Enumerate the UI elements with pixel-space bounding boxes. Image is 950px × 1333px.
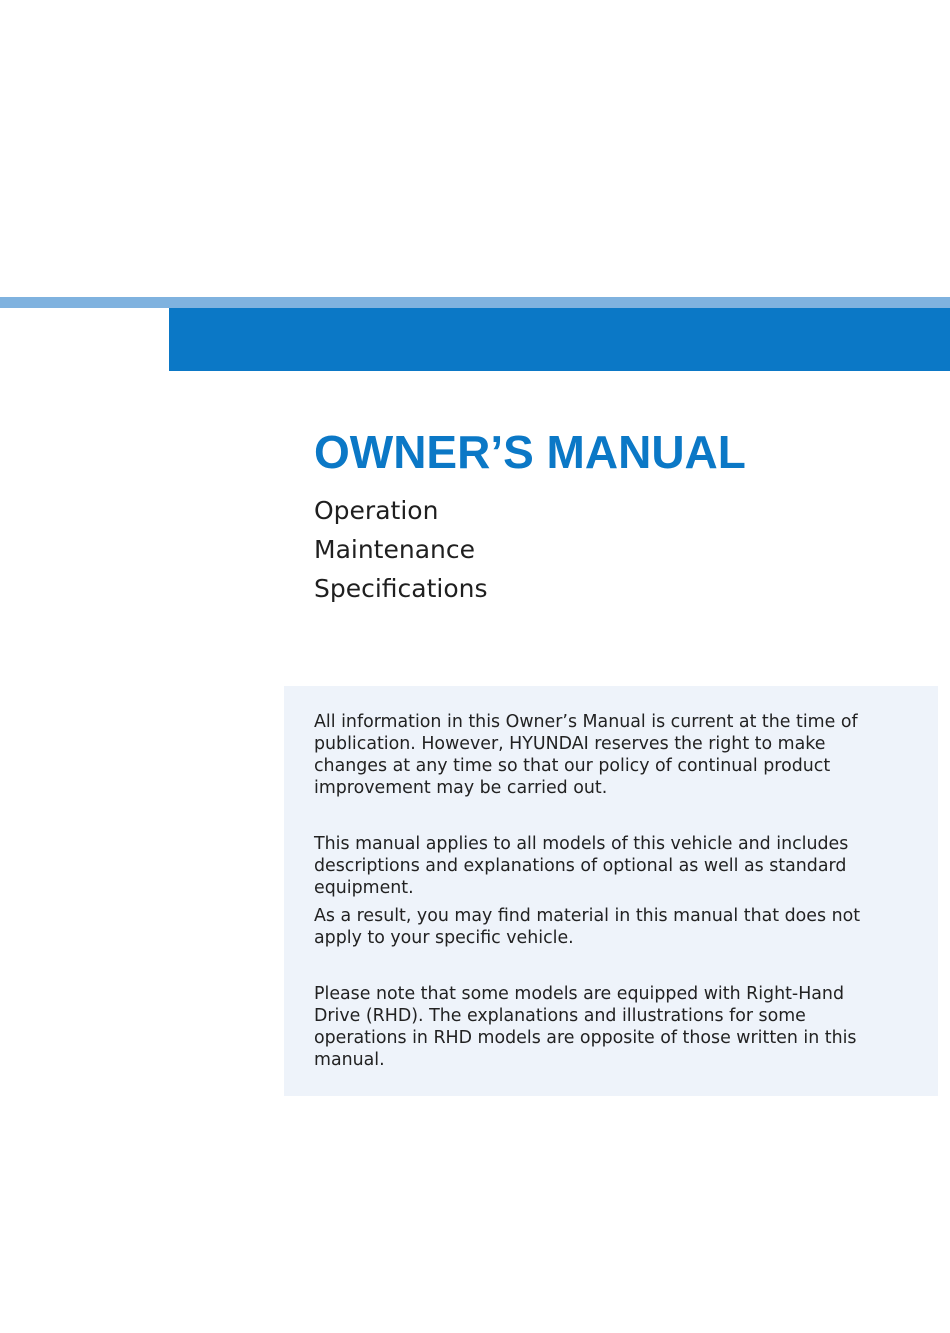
notice-paragraph-current-info: All information in this Owner’s Manual is current at the time of publication. However, HYUNDAI reserves the right to make changes at any time so that our policy of continual product improvement may be carried out. (314, 712, 858, 798)
notice-paragraph-rhd: Please note that some models are equipped with Right-Hand Drive (RHD). The explanations and illustrations for some operations in RHD models are opposite of those written in this manual. (314, 984, 857, 1070)
header-band-light (0, 297, 950, 308)
header-band-dark (169, 308, 950, 371)
notice-paragraph-models: This manual applies to all models of this vehicle and includes descriptions and explanations of optional as well as standard equipment. (314, 834, 849, 898)
page-title: OWNER’S MANUAL (314, 426, 746, 478)
notice-paragraph-applicability: As a result, you may find material in this manual that does not apply to your specific vehicle. (314, 906, 861, 948)
subtitle-maintenance: Maintenance (314, 535, 475, 564)
subtitle-list (314, 491, 488, 608)
subtitle-specifications: Specifications (314, 574, 488, 603)
subtitle-operation: Operation (314, 496, 439, 525)
